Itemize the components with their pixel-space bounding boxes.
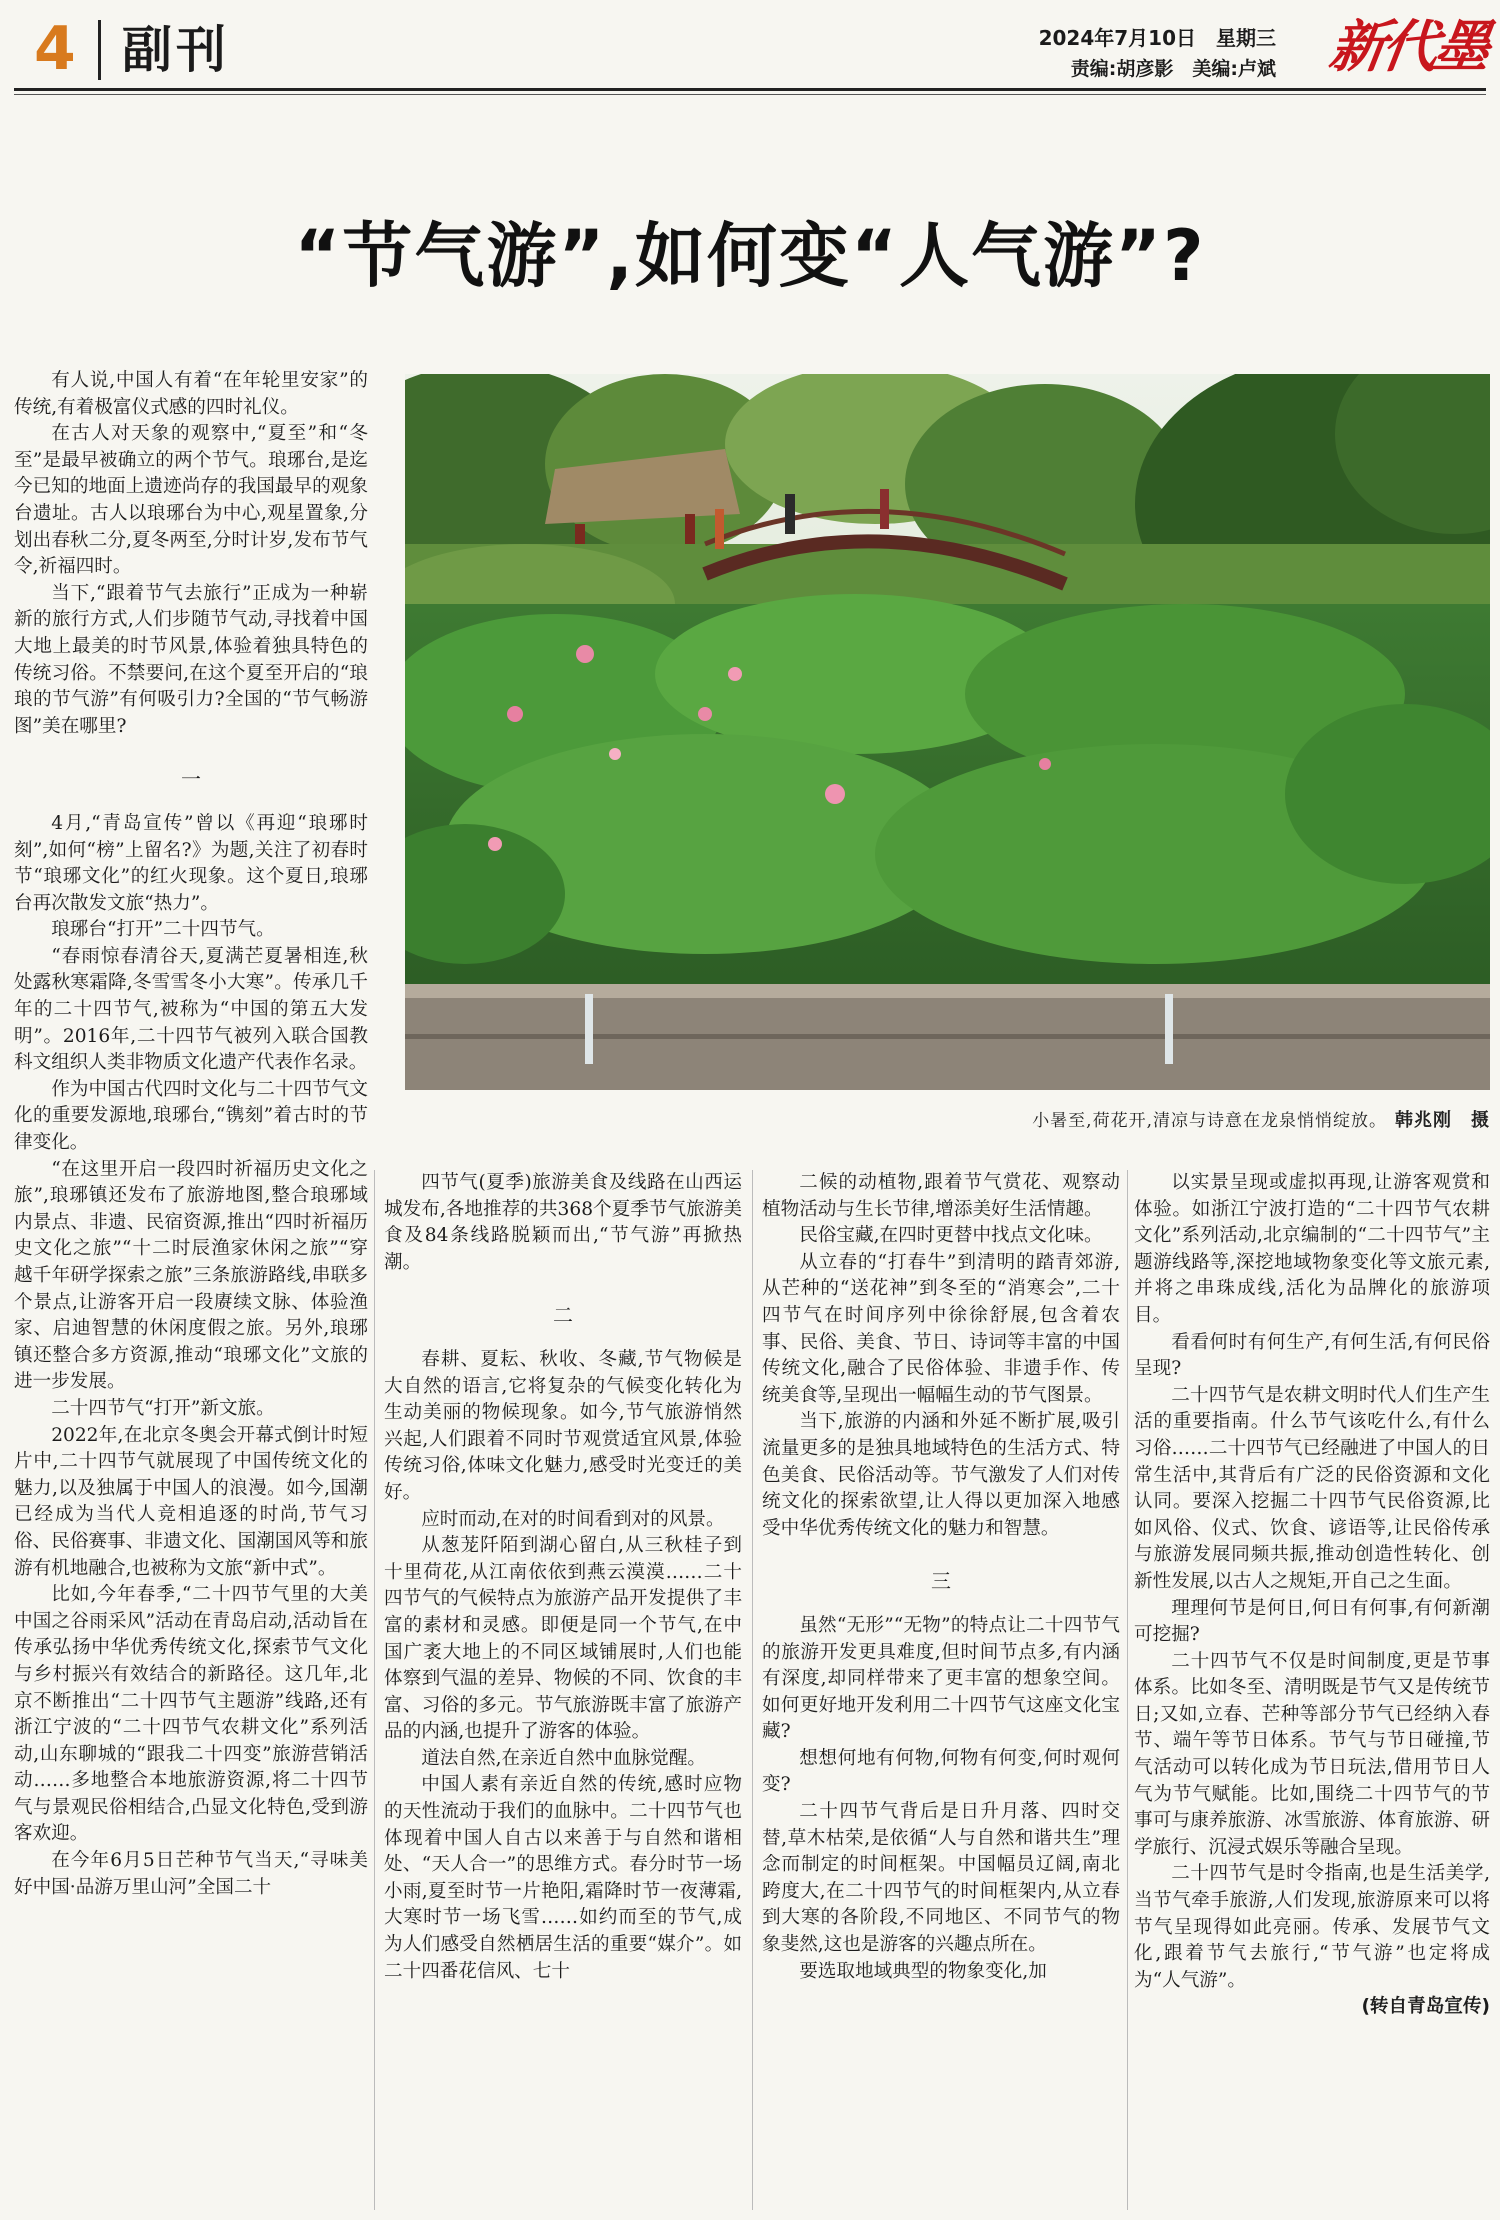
- paragraph: 从立春的“打春牛”到清明的踏青郊游,从芒种的“送花神”到冬至的“消寒会”,二十四节气在时间序列中徐徐舒展,包含着农事、民俗、美食、节日、诗词等丰富的中国传统文化,融合了民俗体验、非遗手作、传统美食等,呈现出一幅幅生动的节气图景。: [762, 1251, 1120, 1406]
- paragraph: 四节气(夏季)旅游美食及线路在山西运城发布,各地推荐的共368个夏季节气旅游美食及84条线路脱颖而出,“节气游”再掀热潮。: [384, 1172, 742, 1273]
- paragraph: 作为中国古代四时文化与二十四节气文化的重要发源地,琅琊台,“镌刻”着古时的节律变化。: [14, 1078, 368, 1154]
- paragraph: 比如,今年春季,“二十四节气里的大美中国之谷雨采风”活动在青岛启动,活动旨在传承弘扬中华优秀传统文化,探索节气文化与乡村振兴有效结合的新路径。这几年,北京不断推出“二十四节气主题游”线路,还有浙江宁波的“二十四节气农耕文化”系列活动,山东聊城的“跟我二十四变”旅游营销活动……多地整合本地旅游资源,将二十四节气与景观民俗相结合,凸显文化特色,受到游客欢迎。: [14, 1584, 368, 1845]
- paragraph: 二十四节气不仅是时间制度,更是节事体系。比如冬至、清明既是节气又是传统节日;又如,立春、芒种等部分节气已经纳入春节、端午等节日体系。节气与节日碰撞,节气活动可以转化成为节日玩法,借用节日人气为节气赋能。比如,围绕二十四节气的节事可与康养旅游、冰雪旅游、体育旅游、研学旅行、沉浸式娱乐等融合呈现。: [1134, 1650, 1490, 1858]
- article-column-3: [762, 1170, 1120, 1985]
- paragraph: 二十四节气背后是日升月落、四时交替,草木枯荣,是依循“人与自然和谐共生”理念而制定的时间框架。中国幅员辽阔,南北跨度大,在二十四节气的时间框架内,从立春到大寒的各阶段,不同地区、不同节气的物象斐然,这也是游客的兴趣点所在。: [762, 1801, 1120, 1956]
- section-marker-1: 一: [181, 767, 201, 792]
- paragraph: 看看何时有何生产,有何生活,有何民俗呈现?: [1134, 1331, 1490, 1380]
- editors-line: 责编:胡彦影 美编:卢斌: [1070, 58, 1276, 80]
- source-note: (转自青岛宣传): [1361, 1996, 1490, 2018]
- paragraph: 从葱茏阡陌到湖心留白,从三秋桂子到十里荷花,从江南依依到燕云漠漠……二十四节气的气候特点为旅游产品开发提供了丰富的素材和灵感。即便是同一个节气,在中国广袤大地上的不同区域铺展时,人们也能体察到气温的差异、物候的不同、饮食的丰富、习俗的多元。节气旅游既丰富了旅游产品的内涵,也提升了游客的体验。: [384, 1535, 742, 1743]
- article-column-4: [1134, 1170, 1490, 2021]
- paragraph: 想想何地有何物,何物有何变,何时观何变?: [762, 1747, 1120, 1796]
- paragraph: “春雨惊春清谷天,夏满芒夏暑相连,秋处露秋寒霜降,冬雪雪冬小大寒”。传承几千年的二十四节气,被称为“中国的第五大发明”。2016年,二十四节气被列入联合国教科文组织人类非物质文化遗产代表作名录。: [14, 945, 368, 1074]
- column-divider: [374, 1170, 375, 2210]
- paragraph: 在古人对天象的观察中,“夏至”和“冬至”是最早被确立的两个节气。琅琊台,是迄今已知的地面上遗迹尚存的我国最早的观象台遗址。古人以琅琊台为中心,观星置象,分划出春秋二分,夏冬两至,分时计岁,发布节气令,祈福四时。: [14, 423, 368, 578]
- masthead-rule: [14, 88, 1486, 91]
- masthead: [14, 10, 1491, 88]
- paragraph: 二十四节气是时令指南,也是生活美学,当节气牵手旅游,人们发现,旅游原来可以将节气呈现得如此亮丽。传承、发展节气文化,跟着节气去旅行,“节气游”也定将成为“人气游”。: [1134, 1863, 1490, 1991]
- article-headline: “节气游”,如何变“人气游”?: [294, 215, 1206, 297]
- column-divider: [1127, 1170, 1128, 2210]
- paragraph: 民俗宝藏,在四时更替中找点文化味。: [799, 1225, 1103, 1247]
- paragraph: “在这里开启一段四时祈福历史文化之旅”,琅琊镇还发布了旅游地图,整合琅琊域内景点、非遗、民宿资源,推出“四时祈福历史文化之旅”“十二时辰渔家休闲之旅”“穿越千年研学探索之旅”三条旅游路线,串联多个景点,让游客开启一段赓续文脉、体验渔家、启迪智慧的休闲度假之旅。另外,琅琊镇还整合多方资源,推动“琅琊文化”文旅的进一步发展。: [14, 1158, 368, 1393]
- paragraph: 二十四节气“打开”新文旅。: [51, 1397, 275, 1419]
- paragraph: 虽然“无形”“无物”的特点让二十四节气的旅游开发更具难度,但时间节点多,有内涵有深度,却同样带来了更丰富的想象空间。如何更好地开发利用二十四节气这座文化宝藏?: [762, 1614, 1120, 1743]
- article-column-2: [384, 1170, 742, 1985]
- section-marker-2: 二: [553, 1303, 573, 1328]
- paragraph: 有人说,中国人有着“在年轮里安家”的传统,有着极富仪式感的四时礼仪。: [14, 370, 368, 418]
- paragraph: 2022年,在北京冬奥会开幕式倒计时短片中,二十四节气就展现了中国传统文化的魅力,以及独属于中国人的浪漫。如今,国潮已经成为当代人竞相追逐的时尚,节气习俗、民俗赛事、非遗文化、国潮国风等和旅游有机地融合,也被称为文旅“新中式”。: [14, 1424, 368, 1579]
- paragraph: 当下,旅游的内涵和外延不断扩展,吸引流量更多的是独具地域特色的生活方式、特色美食、民俗活动等。节气激发了人们对传统文化的探索欲望,让人得以更加深入地感受中华优秀传统文化的魅力和智慧。: [762, 1411, 1120, 1539]
- column-divider: [752, 1170, 753, 2210]
- paragraph: 理理何节是何日,何日有何事,有何新潮可挖掘?: [1134, 1597, 1490, 1646]
- paragraph: 4月,“青岛宣传”曾以《再迎“琅琊时刻”,如何“榜”上留名?》为题,关注了初春时节“琅琊文化”的红火现象。这个夏日,琅琊台再次散发文旅“热力”。: [14, 812, 368, 914]
- masthead-rule-thin: [14, 94, 1486, 95]
- paragraph: 当下,“跟着节气去旅行”正成为一种崭新的旅行方式,人们步随节气动,寻找着中国大地上最美的时节风景,体验着独具特色的传统习俗。不禁要问,在这个夏至开启的“琅琅的节气游”有何吸引力?全国的“节气畅游图”美在哪里?: [14, 582, 368, 737]
- caption-text: 小暑至,荷花开,清凉与诗意在龙泉悄悄绽放。: [1032, 1111, 1387, 1131]
- paragraph: 应时而动,在对的时间看到对的风景。: [421, 1508, 725, 1530]
- masthead-divider: [98, 20, 101, 80]
- paragraph: 在今年6月5日芒种节气当天,“寻味美好中国·品游万里山河”全国二十: [14, 1850, 368, 1898]
- paragraph: 二候的动植物,跟着节气赏花、观察动植物活动与生长节律,增添美好生活情趣。: [762, 1172, 1120, 1220]
- photo-credit: 韩兆刚 摄: [1395, 1110, 1490, 1131]
- paragraph: 琅琊台“打开”二十四节气。: [51, 919, 275, 941]
- paragraph: 中国人素有亲近自然的传统,感时应物的天性流动于我们的血脉中。二十四节气也体现着中国人自古以来善于与自然和谐相处、“天人合一”的思维方式。春分时节一场小雨,夏至时节一片艳阳,霜降时节一夜薄霜,大寒时节一场飞雪……如约而至的节气,成为人们感受自然栖居生活的重要“媒介”。如二十四番花信风、七十: [384, 1774, 742, 1982]
- page-number: 4: [34, 14, 76, 84]
- section-marker-3: 三: [931, 1569, 951, 1594]
- paragraph: 道法自然,在亲近自然中血脉觉醒。: [421, 1747, 707, 1769]
- lotus-pond-photo: [405, 374, 1490, 1090]
- photo-caption: [405, 1106, 1490, 1132]
- newspaper-logo: 新代墨: [1325, 14, 1491, 80]
- paragraph: 春耕、夏耘、秋收、冬藏,节气物候是大自然的语言,它将复杂的气候变化转化为生动美丽的物候现象。如今,节气旅游悄然兴起,人们跟着不同时节观赏适宜风景,体验传统习俗,体味文化魅力,感受时光变迁的美好。: [384, 1348, 742, 1503]
- paragraph: 要选取地域典型的物象变化,加: [799, 1960, 1047, 1982]
- paragraph: 二十四节气是农耕文明时代人们生产生活的重要指南。什么节气该吃什么,有什么习俗……二十四节气已经融进了中国人的日常生活中,其背后有广泛的民俗资源和文化认同。要深入挖掘二十四节气民俗资源,比如风俗、仪式、饮食、谚语等,让民俗传承与旅游发展同频共振,推动创造性转化、创新性发展,以古人之规矩,开自己之生面。: [1134, 1384, 1490, 1592]
- section-title: 副刊: [122, 21, 230, 79]
- paragraph: 以实景呈现或虚拟再现,让游客观赏和体验。如浙江宁波打造的“二十四节气农耕文化”系列活动,北京编制的“二十四节气”主题游线路等,深挖地域物象变化等文旅元素,并将之串珠成线,活化为品牌化的旅游项目。: [1134, 1172, 1490, 1326]
- article-column-1: [14, 368, 368, 1901]
- issue-date: 2024年7月10日 星期三: [1038, 26, 1276, 50]
